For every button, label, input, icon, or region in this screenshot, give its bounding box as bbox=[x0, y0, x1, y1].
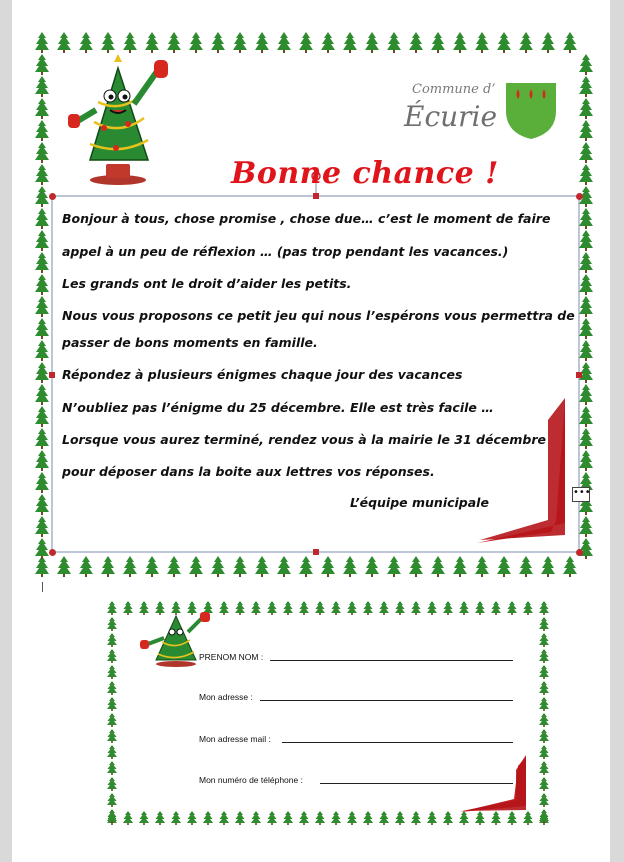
letter-line: Répondez à plusieurs énigmes chaque jour des vacances bbox=[62, 367, 463, 382]
tree-border-icon bbox=[107, 697, 117, 711]
logo-commune-text: Commune d’ bbox=[412, 82, 496, 97]
tree-border-icon bbox=[579, 164, 593, 185]
tree-border-icon bbox=[523, 811, 533, 825]
resize-handle-tr[interactable] bbox=[576, 193, 583, 200]
tree-border-icon bbox=[171, 811, 181, 825]
tree-border-icon bbox=[277, 32, 291, 53]
letter-line: Nous vous proposons ce petit jeu qui nous l’espérons vous permettra de bbox=[62, 308, 575, 323]
tree-border-icon bbox=[251, 811, 261, 825]
tree-border-icon bbox=[443, 811, 453, 825]
tree-border-icon bbox=[539, 665, 549, 679]
tree-border-icon bbox=[35, 208, 49, 229]
tree-border-icon bbox=[523, 601, 533, 615]
tree-border-icon bbox=[579, 340, 593, 361]
tree-border-icon bbox=[541, 556, 555, 577]
tree-border-icon bbox=[579, 296, 593, 317]
email-field[interactable] bbox=[282, 742, 513, 743]
tree-border-icon bbox=[321, 32, 335, 53]
tree-border-icon bbox=[331, 811, 341, 825]
tree-border-icon bbox=[107, 601, 117, 615]
form-label-address: Mon adresse : bbox=[199, 692, 253, 702]
tree-border-icon bbox=[35, 362, 49, 383]
tree-border-icon bbox=[35, 538, 49, 559]
tree-border-icon bbox=[139, 811, 149, 825]
tree-border-icon bbox=[79, 556, 93, 577]
tree-border-icon bbox=[409, 32, 423, 53]
tree-border-icon bbox=[107, 729, 117, 743]
tree-border-icon bbox=[203, 811, 213, 825]
tree-border-icon bbox=[145, 32, 159, 53]
tree-border-icon bbox=[251, 601, 261, 615]
tree-border-icon bbox=[579, 274, 593, 295]
tree-border-icon bbox=[57, 32, 71, 53]
tree-border-icon bbox=[541, 32, 555, 53]
text-cursor bbox=[42, 582, 43, 592]
tree-border-icon bbox=[579, 516, 593, 537]
letter-line: Les grands ont le droit d’aider les petits. bbox=[62, 276, 352, 291]
tree-border-icon bbox=[211, 32, 225, 53]
tree-border-icon bbox=[107, 777, 117, 791]
tree-border-icon bbox=[145, 556, 159, 577]
resize-handle-right[interactable] bbox=[576, 372, 582, 378]
tree-border-icon bbox=[539, 617, 549, 631]
tree-border-icon bbox=[35, 556, 49, 577]
letter-line: passer de bons moments en famille. bbox=[62, 335, 318, 350]
tree-border-icon bbox=[563, 32, 577, 53]
tree-border-icon bbox=[497, 32, 511, 53]
tree-border-icon bbox=[453, 32, 467, 53]
tree-border-icon bbox=[35, 120, 49, 141]
tree-border-icon bbox=[431, 32, 445, 53]
resize-handle-tl[interactable] bbox=[49, 193, 56, 200]
resize-handle-left[interactable] bbox=[49, 372, 55, 378]
tree-border-icon bbox=[277, 556, 291, 577]
tree-border-icon bbox=[459, 601, 469, 615]
tree-border-icon bbox=[579, 208, 593, 229]
tree-border-icon bbox=[475, 556, 489, 577]
letter-line: pour déposer dans la boite aux lettres vos réponses. bbox=[62, 464, 435, 479]
more-options-icon[interactable]: ••• bbox=[572, 487, 590, 502]
tree-border-icon bbox=[233, 32, 247, 53]
tree-border-icon bbox=[35, 164, 49, 185]
tree-border-icon bbox=[123, 601, 133, 615]
tree-border-icon bbox=[107, 793, 117, 807]
tree-border-icon bbox=[507, 811, 517, 825]
resize-handle-bottom[interactable] bbox=[313, 549, 319, 555]
tree-border-icon bbox=[491, 811, 501, 825]
tree-border-icon bbox=[363, 811, 373, 825]
tree-border-icon bbox=[331, 601, 341, 615]
tree-border-icon bbox=[107, 745, 117, 759]
tree-border-icon bbox=[107, 809, 117, 823]
tree-border-icon bbox=[35, 296, 49, 317]
tree-border-icon bbox=[427, 811, 437, 825]
tree-border-icon bbox=[387, 32, 401, 53]
tree-border-icon bbox=[347, 811, 357, 825]
resize-handle-top[interactable] bbox=[313, 193, 319, 199]
tree-border-icon bbox=[233, 556, 247, 577]
tree-border-icon bbox=[459, 811, 469, 825]
tree-border-icon bbox=[539, 649, 549, 663]
tree-border-icon bbox=[539, 681, 549, 695]
tree-border-icon bbox=[365, 32, 379, 53]
tree-border-icon bbox=[519, 556, 533, 577]
tree-border-icon bbox=[387, 556, 401, 577]
tree-border-icon bbox=[35, 384, 49, 405]
tree-border-icon bbox=[107, 713, 117, 727]
tree-border-icon bbox=[255, 32, 269, 53]
tree-border-icon bbox=[35, 54, 49, 75]
tree-border-icon bbox=[579, 54, 593, 75]
resize-handle-bl[interactable] bbox=[49, 549, 56, 556]
tree-border-icon bbox=[539, 697, 549, 711]
tree-border-icon bbox=[321, 556, 335, 577]
tree-border-icon bbox=[283, 601, 293, 615]
tree-border-icon bbox=[35, 186, 49, 207]
tree-border-icon bbox=[579, 252, 593, 273]
letter-line: Lorsque vous aurez terminé, rendez vous à la mairie le 31 décembre bbox=[62, 432, 546, 447]
tree-border-icon bbox=[35, 450, 49, 471]
tree-border-icon bbox=[475, 601, 485, 615]
tree-border-icon bbox=[411, 601, 421, 615]
tree-border-icon bbox=[299, 601, 309, 615]
tree-border-icon bbox=[343, 32, 357, 53]
tree-border-icon bbox=[267, 601, 277, 615]
tree-border-icon bbox=[107, 761, 117, 775]
tree-border-icon bbox=[35, 494, 49, 515]
logo-town-name: Écurie bbox=[404, 100, 498, 133]
tree-border-icon bbox=[453, 556, 467, 577]
tree-border-icon bbox=[211, 556, 225, 577]
tree-border-icon bbox=[35, 472, 49, 493]
tree-border-icon bbox=[35, 252, 49, 273]
tree-border-icon bbox=[539, 601, 549, 615]
tree-border-icon bbox=[475, 32, 489, 53]
tree-border-icon bbox=[107, 617, 117, 631]
letter-line: appel à un peu de réflexion … (pas trop pendant les vacances.) bbox=[62, 244, 509, 259]
tree-border-icon bbox=[579, 406, 593, 427]
tree-border-icon bbox=[539, 713, 549, 727]
tree-border-icon bbox=[283, 811, 293, 825]
tree-border-icon bbox=[411, 811, 421, 825]
letter-title: Bonne chance ! bbox=[231, 156, 499, 191]
tree-border-icon bbox=[579, 120, 593, 141]
tree-border-icon bbox=[519, 32, 533, 53]
tree-border-icon bbox=[579, 450, 593, 471]
tree-border-icon bbox=[539, 633, 549, 647]
tree-border-icon bbox=[107, 681, 117, 695]
tree-border-icon bbox=[107, 633, 117, 647]
tree-border-icon bbox=[475, 811, 485, 825]
tree-border-icon bbox=[219, 601, 229, 615]
tree-border-icon bbox=[363, 601, 373, 615]
tree-border-icon bbox=[219, 811, 229, 825]
tree-border-icon bbox=[491, 601, 501, 615]
tree-border-icon bbox=[155, 811, 165, 825]
tree-border-icon bbox=[409, 556, 423, 577]
tree-border-icon bbox=[579, 230, 593, 251]
tree-border-icon bbox=[443, 601, 453, 615]
tree-border-icon bbox=[539, 761, 549, 775]
tree-border-icon bbox=[539, 777, 549, 791]
tree-border-icon bbox=[539, 793, 549, 807]
form-label-name: PRENOM NOM : bbox=[199, 652, 264, 662]
tree-border-icon bbox=[395, 811, 405, 825]
form-label-phone: Mon numéro de téléphone : bbox=[199, 775, 303, 785]
tree-border-icon bbox=[579, 98, 593, 119]
tree-border-icon bbox=[167, 32, 181, 53]
tree-border-icon bbox=[35, 274, 49, 295]
tree-border-icon bbox=[187, 811, 197, 825]
tree-border-icon bbox=[101, 556, 115, 577]
tree-border-icon bbox=[35, 428, 49, 449]
christmas-tree-mascot-icon bbox=[68, 52, 176, 188]
tree-border-icon bbox=[579, 318, 593, 339]
tree-border-icon bbox=[35, 230, 49, 251]
tree-border-icon bbox=[35, 142, 49, 163]
town-shield-icon bbox=[504, 81, 558, 141]
tree-border-icon bbox=[299, 811, 309, 825]
letter-line: Bonjour à tous, chose promise , chose due… c’est le moment de faire bbox=[62, 211, 551, 226]
tree-border-icon bbox=[539, 729, 549, 743]
tree-border-icon bbox=[379, 811, 389, 825]
tree-border-icon bbox=[507, 601, 517, 615]
tree-border-icon bbox=[579, 384, 593, 405]
tree-border-icon bbox=[267, 811, 277, 825]
tree-border-icon bbox=[497, 556, 511, 577]
tree-border-icon bbox=[107, 649, 117, 663]
tree-border-icon bbox=[35, 76, 49, 97]
tree-border-icon bbox=[395, 601, 405, 615]
tree-border-icon bbox=[167, 556, 181, 577]
tree-border-icon bbox=[35, 98, 49, 119]
tree-border-icon bbox=[101, 32, 115, 53]
tree-border-icon bbox=[235, 601, 245, 615]
tree-border-icon bbox=[539, 809, 549, 823]
tree-border-icon bbox=[57, 556, 71, 577]
signature: L’équipe municipale bbox=[350, 495, 489, 510]
tree-border-icon bbox=[365, 556, 379, 577]
tree-border-icon bbox=[35, 318, 49, 339]
tree-border-icon bbox=[123, 32, 137, 53]
phone-field[interactable] bbox=[320, 783, 513, 784]
tree-border-icon bbox=[123, 556, 137, 577]
letter-line: N’oubliez pas l’énigme du 25 décembre. Elle est très facile … bbox=[62, 400, 494, 415]
tree-border-icon bbox=[189, 32, 203, 53]
tree-border-icon bbox=[427, 601, 437, 615]
tree-border-icon bbox=[107, 665, 117, 679]
tree-border-icon bbox=[299, 556, 313, 577]
tree-border-icon bbox=[315, 811, 325, 825]
tree-border-icon bbox=[35, 516, 49, 537]
tree-border-icon bbox=[35, 340, 49, 361]
tree-border-icon bbox=[563, 556, 577, 577]
address-field[interactable] bbox=[260, 700, 513, 701]
tree-border-icon bbox=[379, 601, 389, 615]
tree-border-icon bbox=[347, 601, 357, 615]
tree-border-icon bbox=[235, 811, 245, 825]
tree-border-icon bbox=[315, 601, 325, 615]
tree-border-icon bbox=[35, 406, 49, 427]
tree-border-icon bbox=[579, 76, 593, 97]
tree-border-icon bbox=[539, 745, 549, 759]
name-field[interactable] bbox=[270, 660, 513, 661]
tree-border-icon bbox=[299, 32, 313, 53]
tree-border-icon bbox=[123, 811, 133, 825]
tree-border-icon bbox=[431, 556, 445, 577]
tree-border-icon bbox=[189, 556, 203, 577]
tree-border-icon bbox=[579, 142, 593, 163]
tree-border-icon bbox=[579, 428, 593, 449]
tree-border-icon bbox=[79, 32, 93, 53]
form-label-email: Mon adresse mail : bbox=[199, 734, 271, 744]
resize-handle-br[interactable] bbox=[576, 549, 583, 556]
tree-border-icon bbox=[343, 556, 357, 577]
tree-border-icon bbox=[35, 32, 49, 53]
tree-border-icon bbox=[255, 556, 269, 577]
